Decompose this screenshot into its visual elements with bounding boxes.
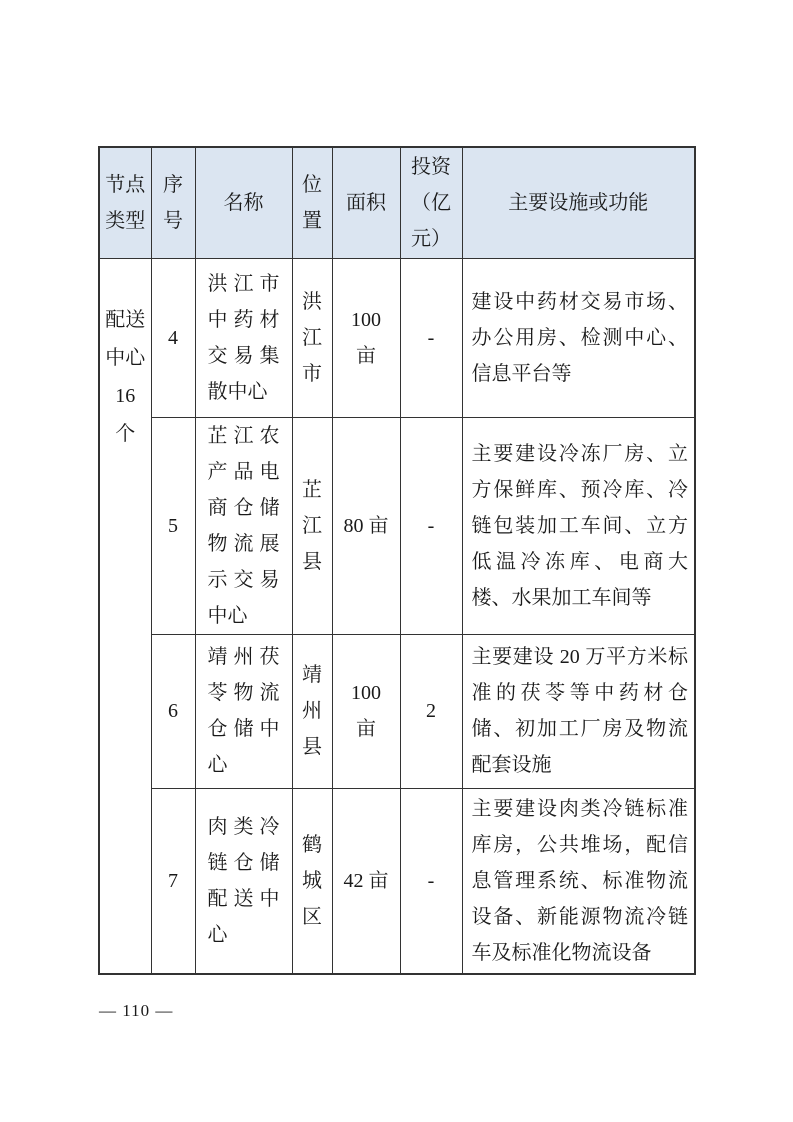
table-row xyxy=(99,417,695,634)
serial-cell: 6 xyxy=(151,634,195,788)
location-cell: 芷江县 xyxy=(292,417,332,634)
facilities-cell: 建设中药材交易市场、办公用房、检测中心、信息平台等 xyxy=(462,258,695,417)
page-number: — 110 — xyxy=(99,1001,174,1020)
location-cell: 洪江市 xyxy=(292,258,332,417)
table-row xyxy=(99,634,695,788)
facilities-cell: 主要建设肉类冷链标准库房，公共堆场，配信息管理系统、标准物流设备、新能源物流冷链车及标准化物流设备 xyxy=(462,788,695,974)
area-cell: 42 亩 xyxy=(332,788,400,974)
serial-cell: 5 xyxy=(151,417,195,634)
name-cell: 洪江市中药材交易集散中心 xyxy=(195,258,292,417)
investment-cell: - xyxy=(400,788,462,974)
header-name: 名称 xyxy=(195,147,292,258)
name-cell: 芷江农产品电商仓储物流展示交易中心 xyxy=(195,417,292,634)
investment-cell: - xyxy=(400,258,462,417)
header-facilities: 主要设施或功能 xyxy=(462,147,695,258)
distribution-centers-table xyxy=(98,146,696,975)
header-investment: 投资（亿元） xyxy=(400,147,462,258)
category-cell: 配送中心 16 个 xyxy=(99,258,151,974)
table-body xyxy=(99,258,695,974)
header-location: 位置 xyxy=(292,147,332,258)
area-cell: 100 亩 xyxy=(332,634,400,788)
header-row xyxy=(99,147,695,258)
table-row xyxy=(99,788,695,974)
serial-cell: 4 xyxy=(151,258,195,417)
table-header xyxy=(99,147,695,258)
serial-cell: 7 xyxy=(151,788,195,974)
location-cell: 鹤城区 xyxy=(292,788,332,974)
facilities-cell: 主要建设 20 万平方米标准的茯苓等中药材仓储、初加工厂房及物流配套设施 xyxy=(462,634,695,788)
header-serial: 序号 xyxy=(151,147,195,258)
name-cell: 肉类冷链仓储配送中心 xyxy=(195,788,292,974)
table-row xyxy=(99,258,695,417)
location-cell: 靖州县 xyxy=(292,634,332,788)
investment-cell: 2 xyxy=(400,634,462,788)
facilities-cell: 主要建设冷冻厂房、立方保鲜库、预冷库、冷链包装加工车间、立方低温冷冻库、电商大楼、水果加工车间等 xyxy=(462,417,695,634)
investment-cell: - xyxy=(400,417,462,634)
header-node-type: 节点类型 xyxy=(99,147,151,258)
name-cell: 靖州茯苓物流仓储中心 xyxy=(195,634,292,788)
area-cell: 80 亩 xyxy=(332,417,400,634)
header-area: 面积 xyxy=(332,147,400,258)
area-cell: 100 亩 xyxy=(332,258,400,417)
